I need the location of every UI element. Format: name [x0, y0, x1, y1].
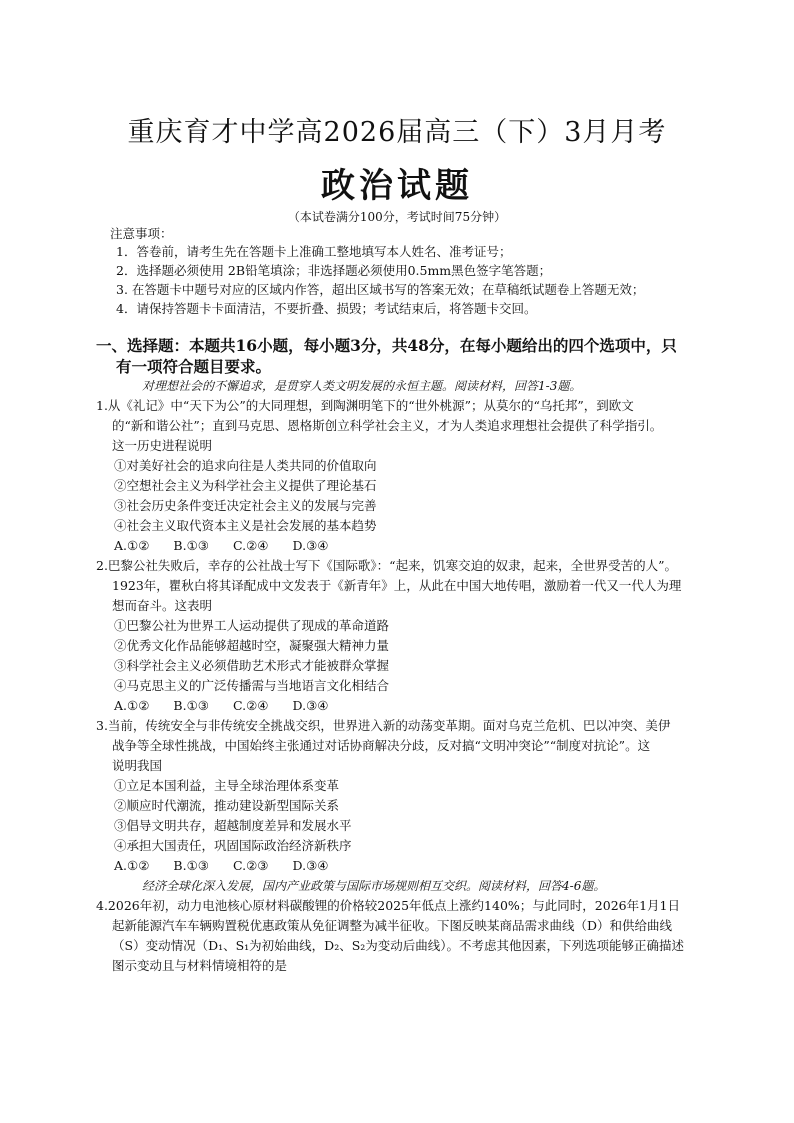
choice-c: C.②③	[233, 858, 269, 873]
notice-heading: 注意事项：	[110, 226, 173, 241]
statement-option: ③科学社会主义必须借助艺术形式才能被群众掌握	[114, 658, 390, 673]
choice-c: C.②④	[233, 698, 269, 713]
question-stem: 4.2026年初，动力电池核心原材料碳酸锂的价格较2025年低点上涨约140%；与此同时，2026年1月1日	[96, 898, 681, 913]
statement-option: ②顺应时代潮流，推动建设新型国际关系	[114, 798, 340, 813]
notice-item: 4．请保持答题卡卡面清洁，不要折叠、损毁；考试结束后，将答题卡交回。	[116, 301, 537, 316]
choice-b: B.①③	[173, 698, 209, 713]
question-stem: 图示变动且与材料情境相符的是	[112, 958, 288, 973]
statement-option: ②优秀文化作品能够超越时空，凝聚强大精神力量	[114, 638, 390, 653]
statement-option: ①对美好社会的追求向往是人类共同的价值取向	[114, 458, 377, 473]
question-stem: 的“新和谐公社”；直到马克思、恩格斯创立科学社会主义，才为人类追求理想社会提供了科学指引。	[112, 418, 663, 433]
group-intro: 对理想社会的不懈追求，是贯穿人类文明发展的永恒主题。阅读材料，回答1-3题。	[142, 379, 582, 393]
statement-option: ④承担大国责任，巩固国际政治经济新秩序	[114, 838, 352, 853]
question-stem: 战争等全球性挑战，中国始终主张通过对话协商解决分歧，反对搞“文明冲突论”“制度对抗论”。这	[112, 738, 651, 753]
notice-item: 1．答卷前，请考生先在答题卡上准确工整地填写本人姓名、准考证号；	[116, 244, 512, 259]
choice-a: A.①②	[114, 698, 150, 713]
question-stem: 2.巴黎公社失败后，幸存的公社战士写下《国际歌》：“起来，饥寒交迫的奴隶，起来，全世界受苦的人”。	[96, 558, 677, 573]
answer-choices	[114, 538, 352, 554]
school-title: 重庆育才中学高2026届高三（下）3月月考	[127, 117, 667, 148]
section-title: 一、选择题：本题共16小题，每小题3分，共48分，在每小题给出的四个选项中，只	[96, 336, 677, 355]
choice-a: A.①②	[114, 858, 150, 873]
choice-c: C.②④	[233, 538, 269, 553]
statement-option: ②空想社会主义为科学社会主义提供了理论基石	[114, 478, 377, 493]
statement-option: ①巴黎公社为世界工人运动提供了现成的革命道路	[114, 618, 390, 633]
statement-option: ③倡导文明共存，超越制度差异和发展水平	[114, 818, 352, 833]
statement-option: ③社会历史条件变迁决定社会主义的发展与完善	[114, 498, 377, 513]
section-title-cont: 有一项符合题目要求。	[116, 357, 272, 376]
question-stem: 3.当前，传统安全与非传统安全挑战交织，世界进入新的动荡变革期。面对乌克兰危机、巴以冲突、美伊	[96, 718, 671, 733]
choice-b: B.①③	[173, 538, 209, 553]
answer-choices	[114, 858, 352, 874]
statement-option: ④马克思主义的广泛传播需与当地语言文化相结合	[114, 678, 390, 693]
group-intro: 经济全球化深入发展，国内产业政策与国际市场规则相互交织。阅读材料，回答4-6题。	[142, 879, 606, 893]
question-stem: 说明我国	[112, 758, 163, 773]
question-stem: （S）变动情况（D₁、S₁为初始曲线，D₂、S₂为变动后曲线）。不考虑其他因素，下列选项能够正确描述	[112, 938, 685, 953]
choice-d: D.③④	[292, 698, 329, 713]
choice-a: A.①②	[114, 538, 150, 553]
answer-choices	[114, 698, 352, 714]
statement-option: ①立足本国利益，主导全球治理体系变革	[114, 778, 340, 793]
notice-item: 3. 在答题卡中题号对应的区域内作答，超出区域书写的答案无效；在草稿纸试题卷上答题无效；	[116, 282, 645, 297]
choice-b: B.①③	[173, 858, 209, 873]
choice-d: D.③④	[292, 858, 329, 873]
question-stem: 这一历史进程说明	[112, 438, 213, 453]
question-stem: 1.从《礼记》中“天下为公”的大同理想，到陶渊明笔下的“世外桃源”；从莫尔的“乌托邦”，到欧文	[96, 398, 634, 413]
question-stem: 1923年，瞿秋白将其译配成中文发表于《新青年》上，从此在中国大地传唱，激励着一代又一代人为理	[112, 578, 682, 593]
statement-option: ④社会主义取代资本主义是社会发展的基本趋势	[114, 518, 377, 533]
exam-meta: （本试卷满分100分，考试时间75分钟）	[287, 210, 507, 224]
question-stem: 想而奋斗。这表明	[112, 598, 213, 613]
notice-item: 2．选择题必须使用 2B铅笔填涂；非选择题必须使用0.5mm黑色签字笔答题；	[116, 263, 552, 278]
subject-title: 政治试题	[321, 166, 473, 206]
question-stem: 起新能源汽车车辆购置税优惠政策从免征调整为减半征收。下图反映某商品需求曲线（D）和供给曲线	[112, 918, 673, 933]
choice-d: D.③④	[292, 538, 329, 553]
